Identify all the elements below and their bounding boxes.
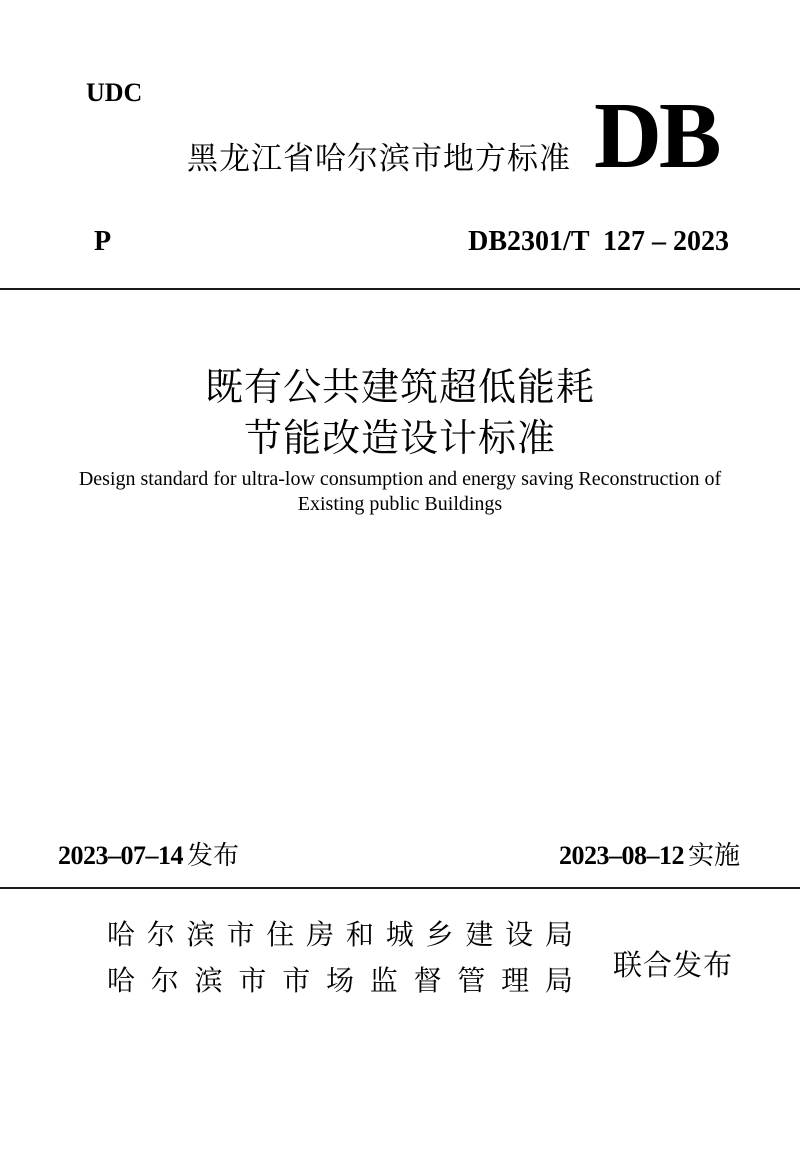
issuer-char: 市: [226, 918, 255, 951]
standard-type-heading: 黑龙江省哈尔滨市地方标准: [187, 141, 571, 177]
issuer-char: 局: [544, 964, 573, 997]
implementation-label: 实施: [687, 841, 740, 871]
title-chinese-line-2: 节能改造设计标准: [243, 416, 556, 460]
issuer-char: 监: [369, 964, 398, 997]
title-chinese-line-1: 既有公共建筑超低能耗: [204, 365, 595, 409]
issuer-char: 城: [385, 918, 414, 951]
title-english-line-2: Existing public Buildings: [297, 493, 503, 515]
issuer-char: 管: [457, 964, 486, 997]
issuer-char: 督: [413, 964, 442, 997]
issuer-char: 局: [544, 918, 573, 951]
issuer-line-1: [107, 917, 573, 953]
top-divider: [0, 288, 800, 290]
issuer-char: 尔: [150, 964, 179, 997]
issuer-char: 房: [306, 918, 335, 951]
issuer-line-2: [107, 963, 573, 999]
issuer-char: 乡: [425, 918, 454, 951]
issuer-char: 市: [282, 964, 311, 997]
issuer-char: 哈: [107, 918, 136, 951]
issuer-char: 市: [238, 964, 267, 997]
issuer-char: 设: [505, 918, 534, 951]
issuer-char: 滨: [194, 964, 223, 997]
release-date: [58, 840, 239, 872]
udc-label: UDC: [86, 78, 143, 107]
issuer-char: 场: [325, 964, 354, 997]
issuer-char: 和: [345, 918, 374, 951]
issuer-char: 滨: [186, 918, 215, 951]
joint-release-label: 联合发布: [613, 948, 734, 982]
implementation-date-value: 2023–08–12: [558, 841, 684, 870]
standard-number: DB2301/T 127 – 2023: [468, 226, 729, 257]
release-date-value: 2023–07–14: [58, 841, 183, 870]
issuer-char: 哈: [107, 964, 136, 997]
release-label: 发布: [187, 841, 240, 871]
issuer-char: 建: [465, 918, 494, 951]
title-english-line-1: Design standard for ultra-low consumption and energy saving Reconstruction of: [78, 468, 722, 490]
issuer-char: 理: [501, 964, 530, 997]
issuer-char: 尔: [146, 918, 175, 951]
bottom-divider: [0, 887, 800, 889]
implementation-date: [559, 840, 740, 872]
issuer-char: 住: [266, 918, 295, 951]
db-standard-mark: DB: [594, 84, 719, 188]
classification-code: P: [94, 226, 112, 257]
